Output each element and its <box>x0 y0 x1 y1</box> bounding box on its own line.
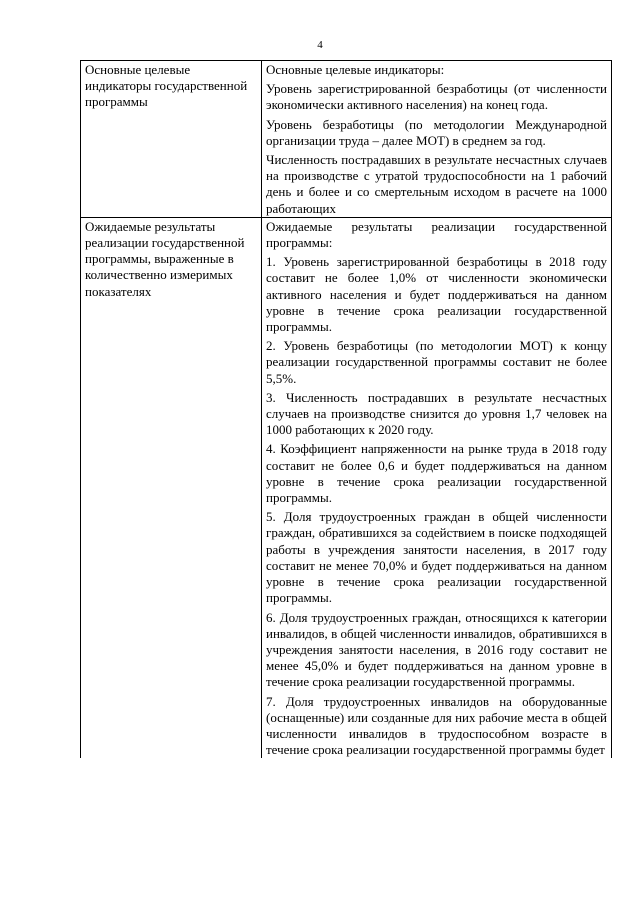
paragraph: Ожидаемые результаты реализации государственной программы: <box>266 218 607 251</box>
row-content-target-indicators <box>262 61 612 218</box>
paragraph: 6. Доля трудоустроенных граждан, относящихся к категории инвалидов, в общей численности инвалидов, обратившихся в учреждения занятости населения, в 2016 году составит не менее 45,0% и будет поддерживаться на данном уровне в течение срока реализации государственной программы. <box>266 609 607 690</box>
paragraph: 2. Уровень безработицы (по методологии МОТ) к концу реализации государственной программы составит не более 5,5%. <box>266 338 607 386</box>
paragraph: Уровень зарегистрированной безработицы (от численности экономически активного населения) на конец года. <box>266 81 607 113</box>
row-label-expected-results: Ожидаемые результаты реализации государственной программы, выраженные в количественно измеримых показателях <box>81 217 262 758</box>
paragraph: Уровень безработицы (по методологии Международной организации труда – далее МОТ) в среднем за год. <box>266 116 607 148</box>
paragraph: 3. Численность пострадавших в результате несчастных случаев на производстве снизится до уровня 1,7 человек на 1000 работающих к 2020 году. <box>266 389 607 438</box>
paragraph: 7. Доля трудоустроенных инвалидов на оборудованные (оснащенные) или созданные для них рабочие места в общей численности инвалидов в трудоспособном возрасте в течение срока реализации государственной программы будет <box>266 693 607 758</box>
table-row <box>81 61 612 218</box>
row-content-expected-results <box>262 217 612 758</box>
row-label-target-indicators: Основные целевые индикаторы государственной программы <box>81 61 262 218</box>
table-row <box>81 217 612 758</box>
paragraph: Численность пострадавших в результате несчастных случаев на производстве с утратой трудоспособности на 1 рабочий день и более и со смертельным исходом в расчете на 1000 работающих <box>266 152 607 216</box>
paragraph: 4. Коэффициент напряженности на рынке труда в 2018 году составит не более 0,6 и будет поддерживаться на данном уровне в течение срока реализации государственной программы. <box>266 441 607 506</box>
paragraph: 5. Доля трудоустроенных граждан в общей численности граждан, обратившихся за содействием в поиске подходящей работы в учреждения занятости населения, в 2017 году составит не менее 70,0% и будет поддерживаться на данном уровне в течение срока реализации государственной программы. <box>266 509 607 606</box>
paragraph: 1. Уровень зарегистрированной безработицы в 2018 году составит не более 1,0% от численности экономически активного населения и будет поддерживаться на данном уровне в течение срока реализации государственной программы. <box>266 254 607 335</box>
paragraph: Основные целевые индикаторы: <box>266 62 445 77</box>
page-number: 4 <box>317 39 323 51</box>
passport-table <box>80 60 612 758</box>
